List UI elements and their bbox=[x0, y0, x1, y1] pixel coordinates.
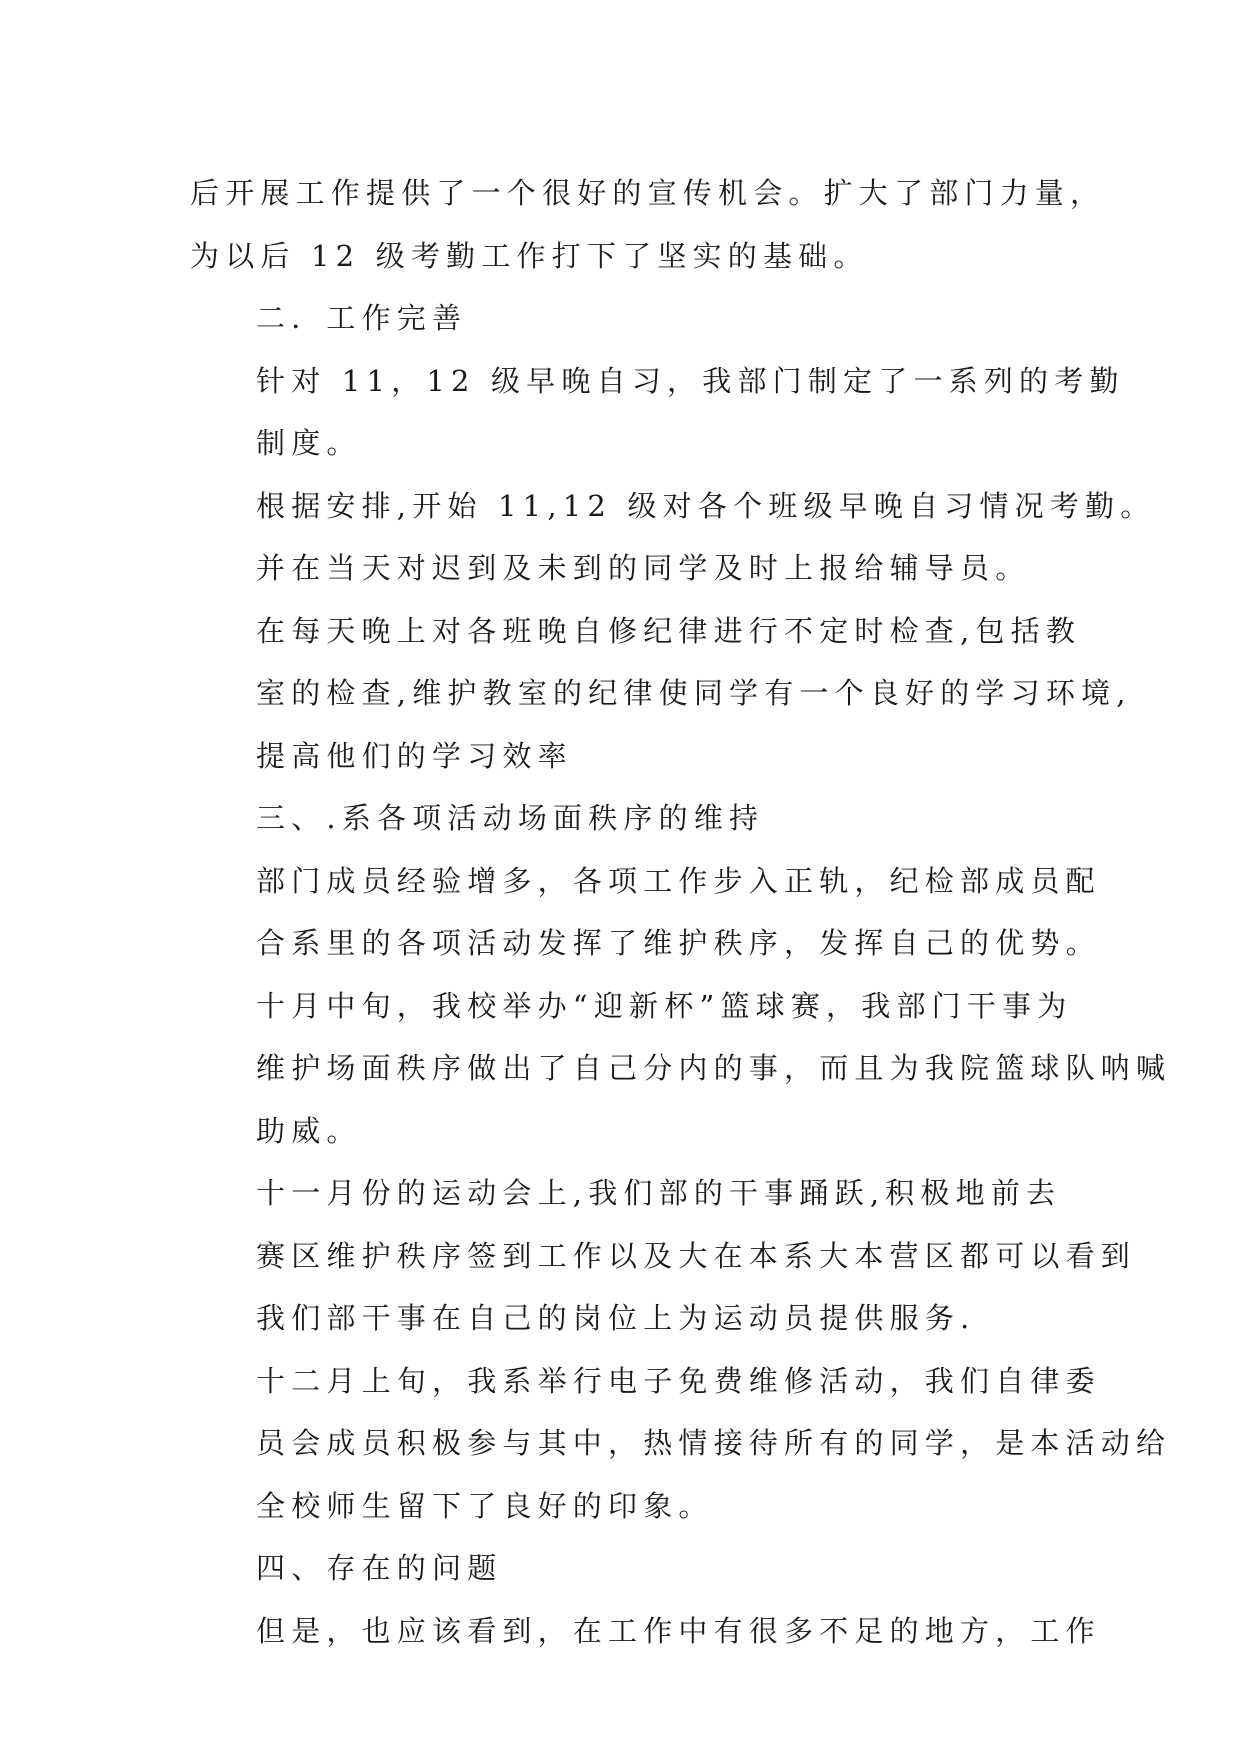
text-line: 我们部干事在自己的岗位上为运动员提供服务. bbox=[256, 1301, 976, 1335]
text-line: 针对 11，12 级早晚自习，我部门制定了一系列的考勤 bbox=[256, 363, 1125, 398]
text-line: 十月中旬，我校举办“迎新杯”篮球赛，我部门干事为 bbox=[256, 988, 1073, 1023]
text-line: 赛区维护秩序签到工作以及大在本系大本营区都可以看到 bbox=[256, 1238, 1137, 1273]
text-line: 全校师生留下了良好的印象。 bbox=[256, 1488, 714, 1523]
text-line: 员会成员积极参与其中，热情接待所有的同学，是本活动给 bbox=[256, 1426, 1172, 1460]
section-heading bbox=[190, 787, 1055, 850]
paragraph bbox=[190, 475, 1156, 600]
document-body bbox=[190, 162, 1172, 1662]
section-heading bbox=[190, 1537, 1055, 1600]
paragraph bbox=[190, 350, 1125, 475]
text-line: 在每天晚上对各班晚自修纪律进行不定时检查,包括教 bbox=[256, 613, 1082, 648]
paragraph bbox=[190, 1162, 1137, 1350]
text-line: 制度。 bbox=[256, 426, 362, 460]
text-line: 十二月上旬，我系举行电子免费维修活动，我们自律委 bbox=[256, 1363, 1101, 1398]
text-line: 根据安排,开始 11,12 级对各个班级早晚自习情况考勤。 bbox=[256, 488, 1156, 523]
text-line: 但是，也应该看到，在工作中有很多不足的地方，工作 bbox=[256, 1613, 1101, 1648]
text-line: 维护场面秩序做出了自己分内的事，而且为我院篮球队呐喊 bbox=[256, 1051, 1172, 1085]
paragraph bbox=[190, 600, 1132, 788]
paragraph bbox=[190, 1600, 1101, 1663]
text-line: 室的检查,维护教室的纪律使同学有一个良好的学习环境, bbox=[256, 676, 1132, 710]
text-line: 为以后 12 级考勤工作打下了坚实的基础。 bbox=[190, 238, 869, 273]
text-line: 合系里的各项活动发挥了维护秩序，发挥自己的优势。 bbox=[256, 926, 1101, 960]
text-line: 提高他们的学习效率 bbox=[256, 738, 573, 773]
text-line: 部门成员经验增多，各项工作步入正轨，纪检部成员配 bbox=[256, 863, 1101, 898]
text-line: 三、.系各项活动场面秩序的维持 bbox=[256, 801, 765, 835]
text-line: 四、存在的问题 bbox=[256, 1551, 503, 1585]
paragraph bbox=[190, 850, 1101, 975]
paragraph bbox=[190, 975, 1172, 1163]
text-line: 并在当天对迟到及未到的同学及时上报给辅导员。 bbox=[256, 551, 1031, 585]
section-heading bbox=[190, 287, 1055, 350]
text-line: 二．工作完善 bbox=[256, 301, 468, 335]
paragraph bbox=[190, 1350, 1172, 1538]
text-line: 十一月份的运动会上,我们部的干事踊跃,积极地前去 bbox=[256, 1176, 1062, 1210]
text-line: 助威。 bbox=[256, 1113, 362, 1148]
text-line: 后开展工作提供了一个很好的宣传机会。扩大了部门力量， bbox=[190, 176, 1106, 210]
paragraph bbox=[190, 162, 1106, 287]
